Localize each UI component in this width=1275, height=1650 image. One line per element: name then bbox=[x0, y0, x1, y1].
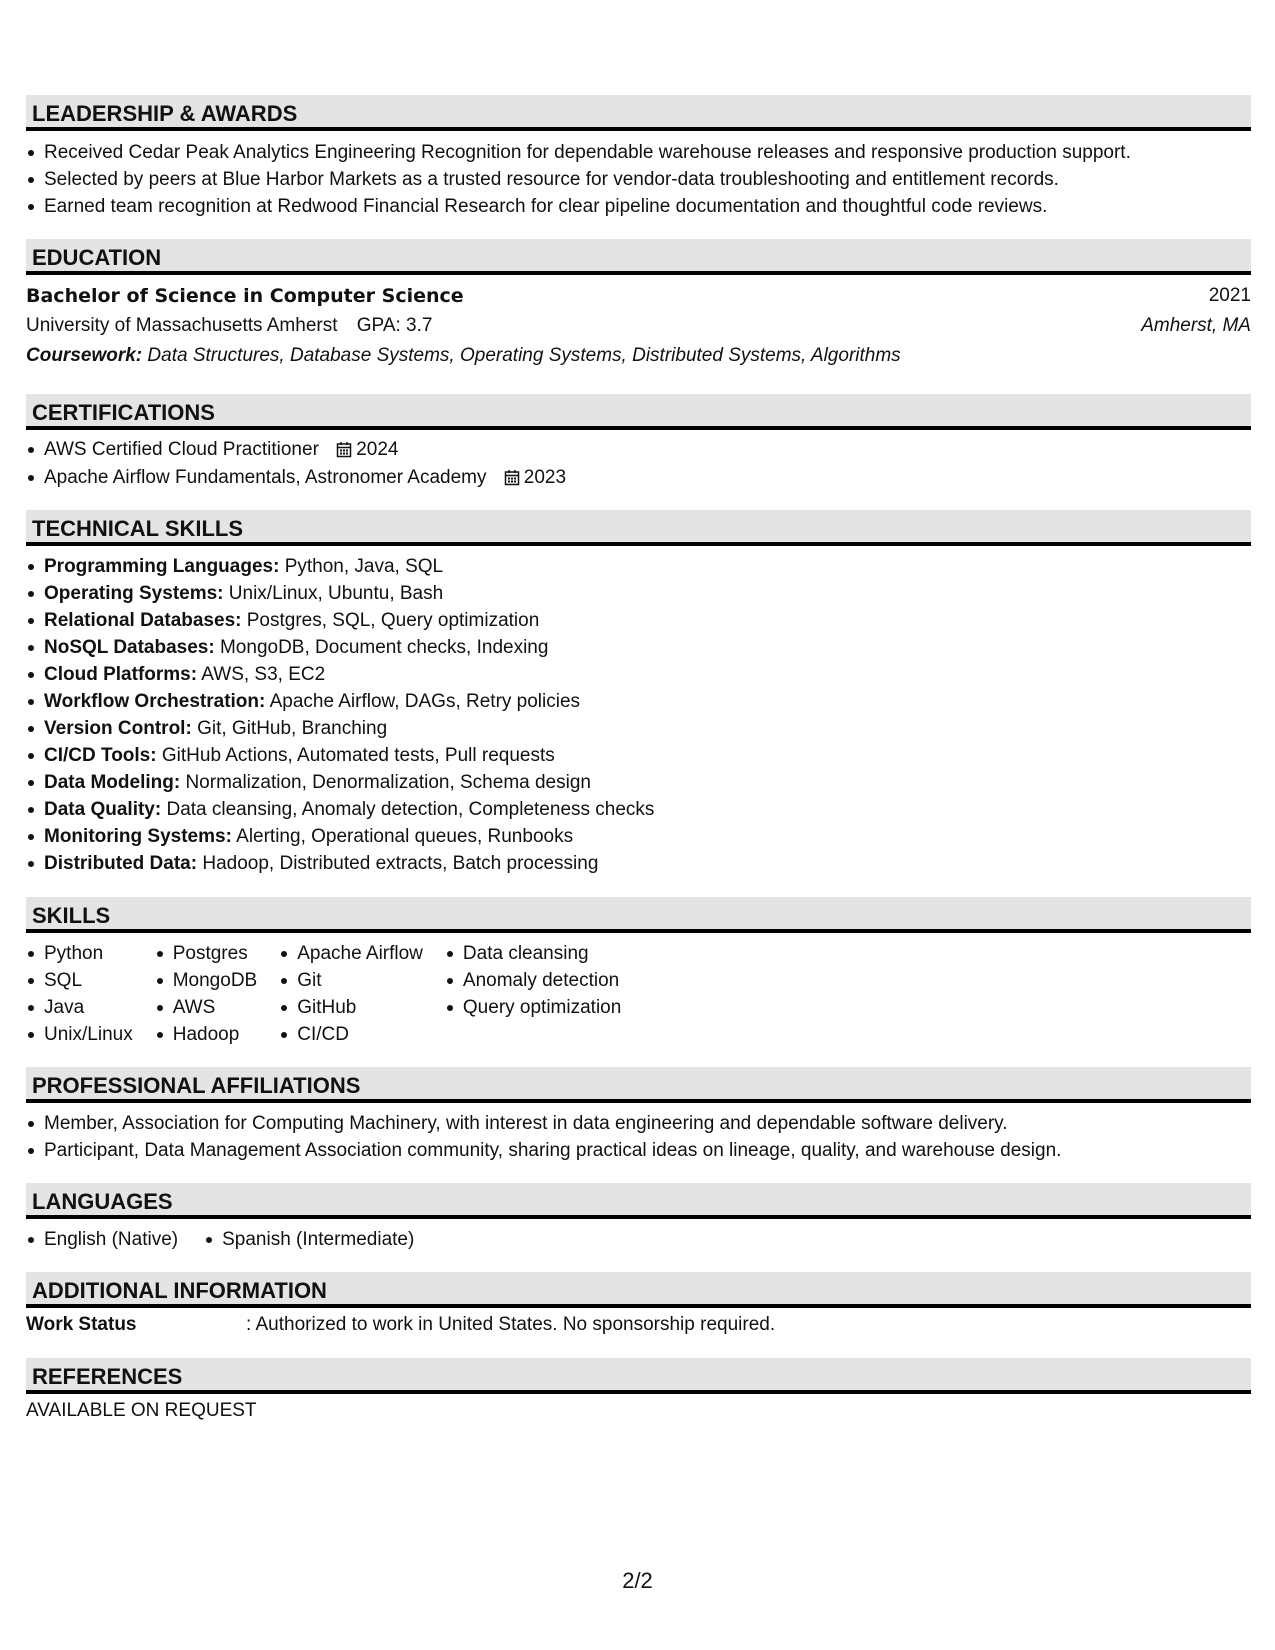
skill-category: Distributed Data: bbox=[44, 853, 198, 874]
skill-values: Normalization, Denormalization, Schema design bbox=[185, 772, 591, 793]
gpa: GPA: 3.7 bbox=[356, 315, 433, 336]
certifications-section bbox=[26, 394, 1251, 492]
list-item bbox=[44, 661, 1251, 688]
section-header-affiliations: PROFESSIONAL AFFILIATIONS bbox=[26, 1067, 1251, 1103]
leadership-awards-section bbox=[26, 95, 1251, 220]
skill-category: Monitoring Systems: bbox=[44, 826, 232, 847]
list-item: Hadoop bbox=[173, 1021, 258, 1048]
list-item bbox=[44, 742, 1251, 769]
affiliations-list bbox=[26, 1110, 1251, 1164]
list-item bbox=[44, 553, 1251, 580]
list-item bbox=[44, 796, 1251, 823]
languages-list bbox=[26, 1226, 1251, 1253]
list-item: CI/CD bbox=[297, 1021, 423, 1048]
skills-section bbox=[26, 897, 1251, 1048]
list-item bbox=[44, 607, 1251, 634]
coursework-label: Coursework: bbox=[26, 345, 143, 366]
skill-values: Alerting, Operational queues, Runbooks bbox=[236, 826, 574, 847]
list-item: Spanish (Intermediate) bbox=[222, 1226, 414, 1253]
list-item bbox=[44, 715, 1251, 742]
technical-skills-section bbox=[26, 510, 1251, 877]
section-header-leadership: LEADERSHIP & AWARDS bbox=[26, 95, 1251, 131]
list-item: MongoDB bbox=[173, 967, 258, 994]
skill-values: Hadoop, Distributed extracts, Batch processing bbox=[202, 853, 599, 874]
list-item bbox=[44, 634, 1251, 661]
skill-values: Git, GitHub, Branching bbox=[197, 718, 388, 739]
skill-category: NoSQL Databases: bbox=[44, 637, 215, 658]
certification-name: AWS Certified Cloud Practitioner bbox=[44, 439, 319, 460]
list-item: SQL bbox=[44, 967, 133, 994]
list-item: Git bbox=[297, 967, 423, 994]
certification-item bbox=[44, 464, 1251, 492]
skill-values: AWS, S3, EC2 bbox=[201, 664, 326, 685]
languages-section bbox=[26, 1183, 1251, 1253]
education-degree-row bbox=[26, 281, 1251, 311]
skill-values: Apache Airflow, DAGs, Retry policies bbox=[269, 691, 581, 712]
list-item: Python bbox=[44, 940, 133, 967]
list-item: AWS bbox=[173, 994, 258, 1021]
list-item: Data cleansing bbox=[463, 940, 621, 967]
skill-values: Unix/Linux, Ubuntu, Bash bbox=[228, 583, 444, 604]
calendar-icon bbox=[504, 467, 520, 495]
skill-category: Relational Databases: bbox=[44, 610, 242, 631]
skill-category: Programming Languages: bbox=[44, 556, 280, 577]
calendar-icon bbox=[336, 439, 352, 467]
skills-columns bbox=[26, 940, 1251, 1048]
section-header-skills: SKILLS bbox=[26, 897, 1251, 933]
section-header-certifications: CERTIFICATIONS bbox=[26, 394, 1251, 430]
skill-category: CI/CD Tools: bbox=[44, 745, 157, 766]
list-item: Java bbox=[44, 994, 133, 1021]
list-item: Anomaly detection bbox=[463, 967, 621, 994]
list-item: Participant, Data Management Association community, sharing practical ideas on lineage, quality, and warehouse design. bbox=[44, 1137, 1251, 1164]
skills-column bbox=[445, 940, 621, 1048]
list-item: Received Cedar Peak Analytics Engineering Recognition for dependable warehouse releases and responsive production support. bbox=[44, 139, 1251, 166]
work-status-value: : Authorized to work in United States. No sponsorship required. bbox=[246, 1314, 776, 1335]
skill-category: Cloud Platforms: bbox=[44, 664, 198, 685]
list-item: Query optimization bbox=[463, 994, 621, 1021]
list-item: Unix/Linux bbox=[44, 1021, 133, 1048]
professional-affiliations-section bbox=[26, 1067, 1251, 1164]
additional-information-section bbox=[26, 1272, 1251, 1342]
list-item: Apache Airflow bbox=[297, 940, 423, 967]
certification-year: 2023 bbox=[523, 467, 567, 488]
section-header-additional-information: ADDITIONAL INFORMATION bbox=[26, 1272, 1251, 1308]
section-header-references: REFERENCES bbox=[26, 1358, 1251, 1394]
work-status-label: Work Status bbox=[26, 1314, 137, 1335]
certification-year: 2024 bbox=[356, 439, 399, 460]
leadership-list bbox=[26, 139, 1251, 220]
skill-category: Workflow Orchestration: bbox=[44, 691, 266, 712]
list-item: Member, Association for Computing Machinery, with interest in data engineering and dependable software delivery. bbox=[44, 1110, 1251, 1137]
skill-values: GitHub Actions, Automated tests, Pull requests bbox=[161, 745, 555, 766]
list-item: GitHub bbox=[297, 994, 423, 1021]
list-item: Earned team recognition at Redwood Financial Research for clear pipeline documentation and thoughtful code reviews. bbox=[44, 193, 1251, 220]
certifications-list bbox=[26, 436, 1251, 492]
list-item: English (Native) bbox=[44, 1226, 178, 1253]
references-text: AVAILABLE ON REQUEST bbox=[26, 1400, 257, 1421]
skill-category: Data Modeling: bbox=[44, 772, 181, 793]
school-name: University of Massachusetts Amherst bbox=[26, 315, 338, 336]
skills-column bbox=[279, 940, 423, 1048]
references-section bbox=[26, 1358, 1251, 1428]
skill-values: Postgres, SQL, Query optimization bbox=[246, 610, 540, 631]
page-number: 2/2 bbox=[622, 1568, 653, 1593]
skills-column bbox=[26, 940, 133, 1048]
graduation-year: 2021 bbox=[1208, 285, 1251, 306]
skill-values: MongoDB, Document checks, Indexing bbox=[219, 637, 549, 658]
section-header-education: EDUCATION bbox=[26, 239, 1251, 275]
list-item bbox=[44, 580, 1251, 607]
technical-skills-list bbox=[26, 553, 1251, 877]
coursework-row bbox=[26, 341, 1251, 371]
certification-name: Apache Airflow Fundamentals, Astronomer Academy bbox=[44, 467, 487, 488]
skill-values: Data cleansing, Anomaly detection, Completeness checks bbox=[166, 799, 655, 820]
skill-category: Data Quality: bbox=[44, 799, 162, 820]
section-header-languages: LANGUAGES bbox=[26, 1183, 1251, 1219]
certification-item bbox=[44, 436, 1251, 464]
education-section bbox=[26, 239, 1251, 371]
coursework-list: Data Structures, Database Systems, Operating Systems, Distributed Systems, Algorithms bbox=[147, 345, 901, 366]
list-item bbox=[44, 688, 1251, 715]
list-item: Selected by peers at Blue Harbor Markets as a trusted resource for vendor-data troubleshooting and entitlement records. bbox=[44, 166, 1251, 193]
education-school-row bbox=[26, 311, 1251, 341]
work-status-row bbox=[26, 1308, 1251, 1342]
list-item bbox=[44, 850, 1251, 877]
list-item bbox=[44, 769, 1251, 796]
list-item bbox=[44, 823, 1251, 850]
degree-name: Bachelor of Science in Computer Science bbox=[26, 285, 464, 307]
skill-values: Python, Java, SQL bbox=[284, 556, 444, 577]
skills-column bbox=[155, 940, 258, 1048]
skill-category: Operating Systems: bbox=[44, 583, 224, 604]
section-header-technical-skills: TECHNICAL SKILLS bbox=[26, 510, 1251, 546]
list-item: Postgres bbox=[173, 940, 258, 967]
skill-category: Version Control: bbox=[44, 718, 192, 739]
school-location: Amherst, MA bbox=[1141, 315, 1251, 336]
